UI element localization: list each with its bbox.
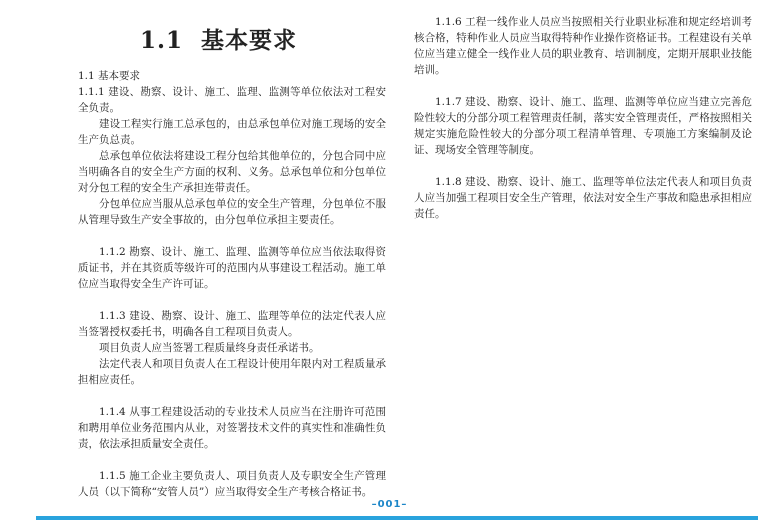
clause-1-1-7: 1.1.7 建设、勘察、设计、施工、监理、监测等单位应当建立完善危险性较大的分部分项工程管理责任制，落实安全管理责任，严格按照相关规定实施危险性较大的分部分项工程清单管理、专项施工方案编制及论证、现场安全管理等制度。 <box>414 96 752 156</box>
footer-divider <box>36 516 758 520</box>
clause-1-1-1-para-4: 分包单位应当服从总承包单位的安全生产管理，分包单位不服从管理导致生产安全事故的，由分包单位承担主要责任。 <box>78 198 386 226</box>
section-number: 1.1 <box>140 27 184 54</box>
clause-1-1-8: 1.1.8 建设、勘察、设计、施工、监理等单位法定代表人和项目负责人应当加强工程项目安全生产管理，依法对安全生产事故和隐患承担相应责任。 <box>414 176 752 220</box>
subsection-heading: 1.1 基本要求 <box>78 70 141 82</box>
clause-1-1-3-para-3: 法定代表人和项目负责人在工程设计使用年限内对工程质量承担相应责任。 <box>78 358 386 386</box>
clause-1-1-5: 1.1.5 施工企业主要负责人、项目负责人及专职安全生产管理人员（以下简称“安管人员”）应当取得安全生产考核合格证书。 <box>78 470 386 498</box>
page-number: –001– <box>371 499 408 510</box>
right-column <box>414 14 752 222</box>
clause-1-1-1: 1.1.1 建设、勘察、设计、施工、监理、监测等单位依法对工程安全负责。 <box>78 86 386 114</box>
section-title-text: 基本要求 <box>201 27 298 54</box>
clause-1-1-3: 1.1.3 建设、勘察、设计、施工、监理等单位的法定代表人应当签署授权委托书，明确各自工程项目负责人。 <box>78 310 386 338</box>
clause-1-1-2: 1.1.2 勘察、设计、施工、监理、监测等单位应当依法取得资质证书，并在其资质等级许可的范围内从事建设工程活动。施工单位应当取得安全生产许可证。 <box>78 246 386 290</box>
clause-1-1-3-para-2: 项目负责人应当签署工程质量终身责任承诺书。 <box>99 342 320 354</box>
clause-1-1-4: 1.1.4 从事工程建设活动的专业技术人员应当在注册许可范围和聘用单位业务范围内从业，对签署技术文件的真实性和准确性负责，依法承担质量安全责任。 <box>78 406 386 450</box>
clause-1-1-6: 1.1.6 工程一线作业人员应当按照相关行业职业标准和规定经培训考核合格，特种作业人员应当取得特种作业操作资格证书。工程建设有关单位应当建立健全一线作业人员的职业教育、培训制度，定期开展职业技能培训。 <box>414 16 752 76</box>
left-column <box>78 68 386 500</box>
section-title <box>140 22 340 55</box>
clause-1-1-1-para-2: 建设工程实行施工总承包的，由总承包单位对施工现场的安全生产负总责。 <box>78 118 386 146</box>
clause-1-1-1-para-3: 总承包单位依法将建设工程分包给其他单位的，分包合同中应当明确各自的安全生产方面的权利、义务。总承包单位和分包单位对分包工程的安全生产承担连带责任。 <box>78 150 386 194</box>
